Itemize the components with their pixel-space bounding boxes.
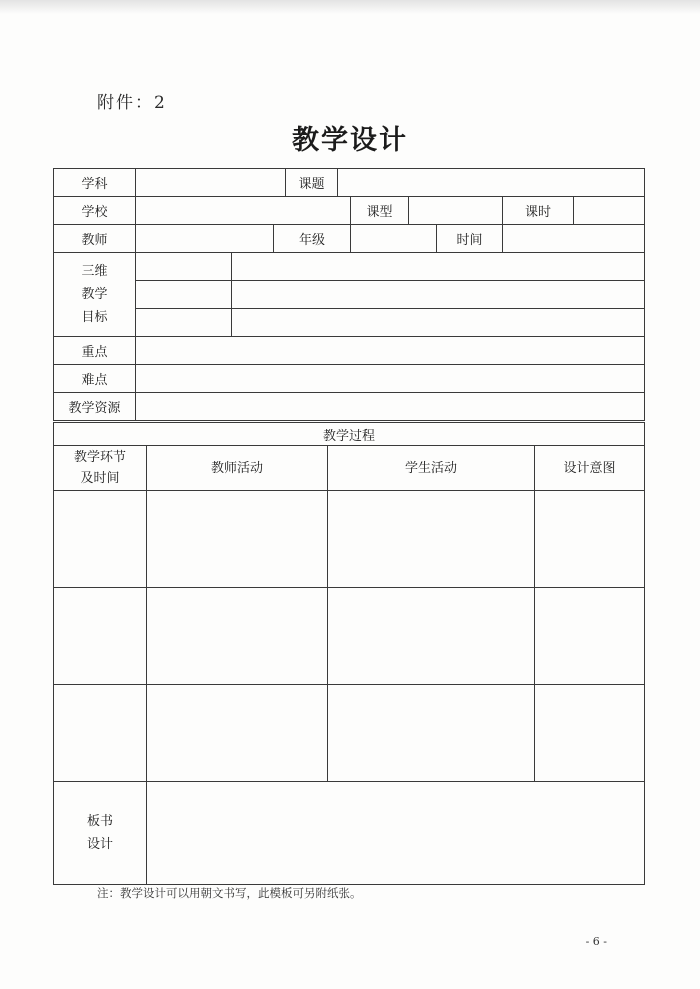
resources-cell[interactable] — [136, 393, 645, 421]
stage-cell-2[interactable] — [54, 588, 147, 685]
key-points-label: 重点 — [54, 337, 136, 365]
lesson-info-table — [53, 168, 645, 421]
col-stage-line-2: 及时间 — [80, 471, 120, 486]
difficulties-cell[interactable] — [136, 365, 645, 393]
col-intent-header: 设计意图 — [535, 446, 645, 491]
col-stage-header — [54, 446, 147, 491]
process-header-row — [54, 446, 645, 491]
teacher-activity-cell-3[interactable] — [147, 685, 328, 782]
process-row-3 — [54, 685, 645, 782]
stage-cell-3[interactable] — [54, 685, 147, 782]
goal-dimension-cell-3[interactable] — [136, 309, 232, 337]
intent-cell-1[interactable] — [535, 491, 645, 588]
goals-label-line-2: 教学 — [81, 287, 108, 302]
lesson-hours-label: 课时 — [503, 197, 574, 225]
col-student-header: 学生活动 — [328, 446, 535, 491]
student-activity-cell-3[interactable] — [328, 685, 535, 782]
goals-row-1 — [54, 253, 645, 281]
school-label: 学校 — [54, 197, 136, 225]
subject-cell[interactable] — [136, 169, 286, 197]
page-number: - 6 - — [585, 935, 607, 948]
intent-cell-2[interactable] — [535, 588, 645, 685]
time-label: 时间 — [437, 225, 503, 253]
goals-label-line-1: 三维 — [81, 264, 108, 279]
lesson-hours-cell[interactable] — [574, 197, 645, 225]
intent-cell-3[interactable] — [535, 685, 645, 782]
topic-label: 课题 — [286, 169, 338, 197]
student-activity-cell-2[interactable] — [328, 588, 535, 685]
grade-cell[interactable] — [351, 225, 437, 253]
footnote: 注：教学设计可以用朝文书写，此模板可另附纸张。 — [97, 886, 362, 900]
board-design-cell[interactable] — [147, 782, 645, 885]
goal-content-cell-2[interactable] — [232, 281, 645, 309]
scan-shadow — [0, 0, 700, 14]
stage-cell-1[interactable] — [54, 491, 147, 588]
teacher-activity-cell-2[interactable] — [147, 588, 328, 685]
key-points-row — [54, 337, 645, 365]
goal-dimension-cell-2[interactable] — [136, 281, 232, 309]
difficulties-label: 难点 — [54, 365, 136, 393]
board-label-line-2: 设计 — [86, 837, 113, 852]
difficulties-row — [54, 365, 645, 393]
teacher-cell[interactable] — [136, 225, 274, 253]
info-row-3 — [54, 225, 645, 253]
goals-label-line-3: 目标 — [81, 310, 108, 325]
goals-row-2 — [54, 281, 645, 309]
resources-label: 教学资源 — [54, 393, 136, 421]
goal-dimension-cell-1[interactable] — [136, 253, 232, 281]
lesson-type-label: 课型 — [351, 197, 409, 225]
time-cell[interactable] — [503, 225, 645, 253]
process-title: 教学过程 — [54, 423, 645, 446]
goals-row-3 — [54, 309, 645, 337]
lesson-type-cell[interactable] — [409, 197, 503, 225]
grade-label: 年级 — [274, 225, 351, 253]
goals-label — [54, 253, 136, 337]
process-row-2 — [54, 588, 645, 685]
info-row-2 — [54, 197, 645, 225]
topic-cell[interactable] — [338, 169, 645, 197]
process-title-row — [54, 423, 645, 446]
process-row-1 — [54, 491, 645, 588]
school-cell[interactable] — [136, 197, 351, 225]
teacher-label: 教师 — [54, 225, 136, 253]
board-design-row — [54, 782, 645, 885]
teaching-process-table — [53, 422, 645, 885]
goal-content-cell-1[interactable] — [232, 253, 645, 281]
key-points-cell[interactable] — [136, 337, 645, 365]
student-activity-cell-1[interactable] — [328, 491, 535, 588]
goal-content-cell-3[interactable] — [232, 309, 645, 337]
col-teacher-header: 教师活动 — [147, 446, 328, 491]
attachment-label: 附件：2 — [97, 93, 167, 113]
resources-row — [54, 393, 645, 421]
info-row-1 — [54, 169, 645, 197]
col-stage-line-1: 教学环节 — [73, 450, 126, 465]
subject-label: 学科 — [54, 169, 136, 197]
board-design-label — [54, 782, 147, 885]
page-title: 教学设计 — [292, 125, 408, 156]
teacher-activity-cell-1[interactable] — [147, 491, 328, 588]
board-label-line-1: 板书 — [86, 814, 113, 829]
